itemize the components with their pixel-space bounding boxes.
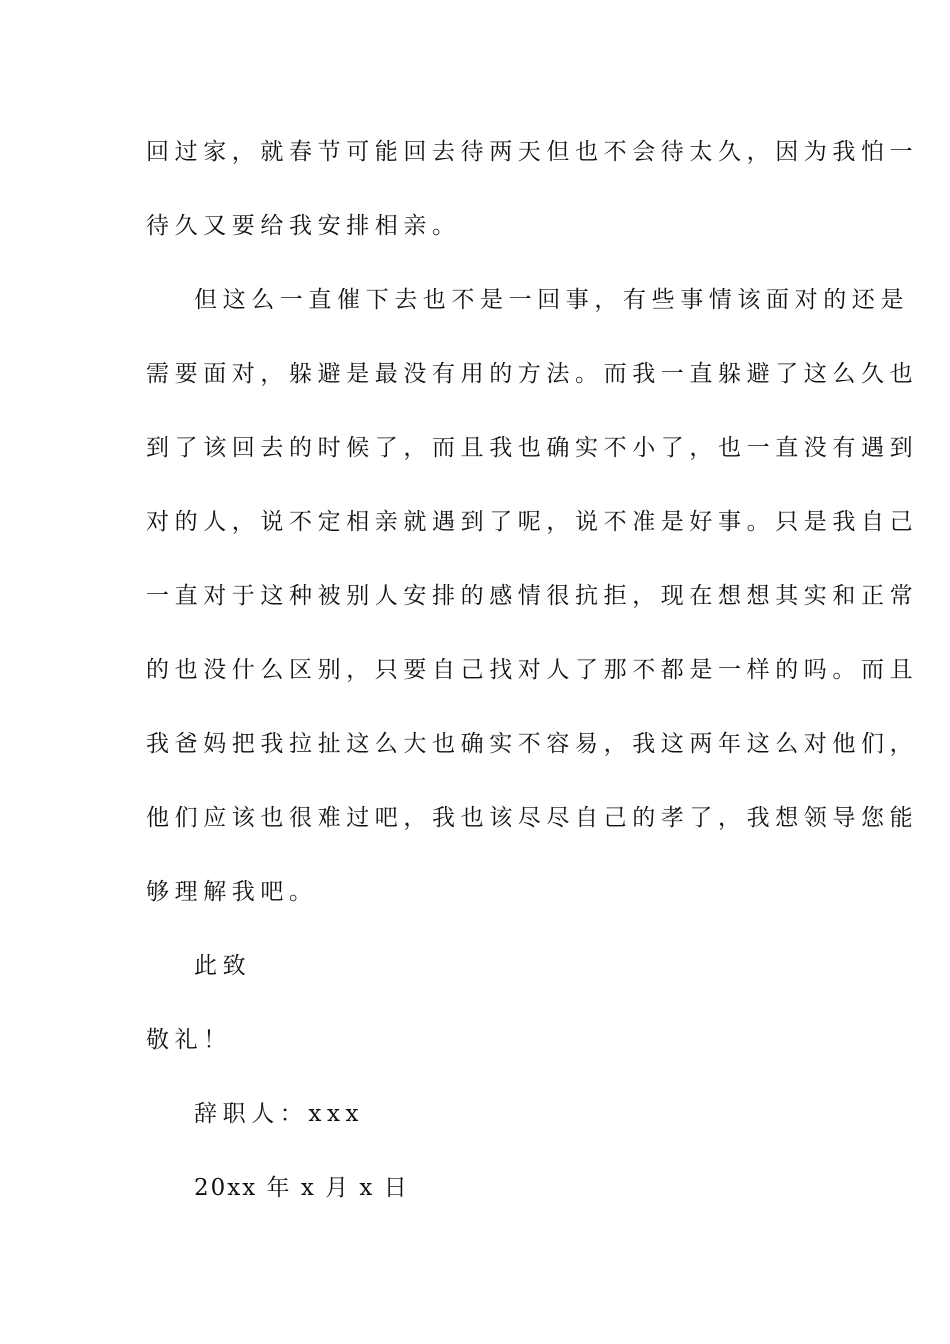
date-line: 20xx 年 x 月 x 日 bbox=[194, 1175, 409, 1201]
paragraph-line: 够理解我吧。 bbox=[146, 879, 318, 905]
paragraph-line: 的也没什么区别，只要自己找对人了那不都是一样的吗。而且 bbox=[146, 657, 919, 683]
paragraph-line: 他们应该也很难过吧，我也该尽尽自己的孝了，我想领导您能 bbox=[146, 805, 919, 831]
letter-body bbox=[146, 127, 919, 1237]
paragraph-line: 一直对于这种被别人安排的感情很抗拒，现在想想其实和正常 bbox=[146, 583, 919, 609]
paragraph-line: 我爸妈把我拉扯这么大也确实不容易，我这两年这么对他们， bbox=[146, 731, 919, 757]
paragraph-line: 需要面对，躲避是最没有用的方法。而我一直躲避了这么久也 bbox=[146, 361, 919, 387]
paragraph-line: 回过家，就春节可能回去待两天但也不会待太久，因为我怕一 bbox=[146, 139, 919, 165]
signer-line: 辞职人：xxx bbox=[194, 1101, 365, 1127]
paragraph-line: 到了该回去的时候了，而且我也确实不小了，也一直没有遇到 bbox=[146, 435, 919, 461]
closing-text: 此致 bbox=[194, 953, 252, 979]
paragraph-line: 但这么一直催下去也不是一回事，有些事情该面对的还是 bbox=[194, 287, 909, 313]
paragraph-line: 待久又要给我安排相亲。 bbox=[146, 213, 461, 239]
salutation-text: 敬礼！ bbox=[146, 1027, 232, 1053]
paragraph-line: 对的人，说不定相亲就遇到了呢，说不准是好事。只是我自己 bbox=[146, 509, 919, 535]
